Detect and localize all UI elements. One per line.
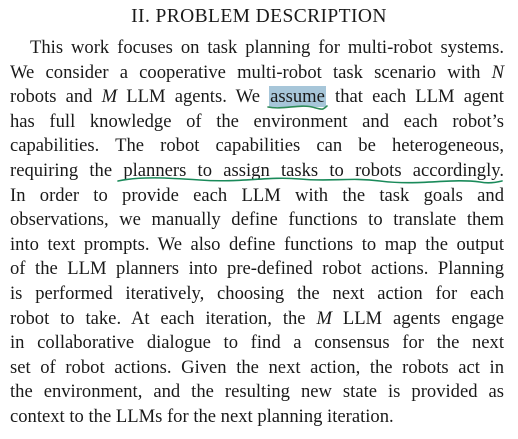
text-line — [10, 159, 504, 184]
text-line — [10, 380, 504, 405]
section-heading: II. PROBLEM DESCRIPTION — [131, 6, 387, 27]
text-line — [10, 36, 504, 61]
text-line — [10, 307, 504, 332]
math-variable-m: M — [101, 86, 118, 108]
text-span: robots and — [10, 86, 93, 108]
text-span: is performed iteratively, choosing the next action for each — [10, 282, 504, 304]
text-span: In order to provide each LLM with the task goals and — [10, 184, 504, 206]
math-variable-n: N — [491, 61, 504, 83]
text-span: in collaborative dialogue to find a consensus for the next — [10, 332, 504, 354]
text-line — [10, 134, 504, 159]
text-span: observations, we manually define functions to translate them — [10, 209, 504, 231]
text-span: We consider a cooperative multi-robot task scenario with — [10, 61, 481, 83]
underlined-phrase: planners to assign tasks to robots accordingly. — [123, 159, 504, 181]
text-span: LLM agents engage — [342, 307, 505, 329]
text-span: set of robot actions. Given the next action, the robots act in — [10, 356, 504, 378]
text-span: context to the LLMs for the next planning iteration. — [10, 405, 394, 427]
text-line — [10, 331, 504, 356]
highlighted-word: assume — [270, 86, 325, 108]
text-span: the environment, and the resulting new state is provided as — [10, 381, 504, 403]
text-span: of the LLM planners into pre-defined robot actions. Planning — [10, 258, 504, 280]
text-line — [10, 233, 504, 258]
text-line — [10, 356, 504, 381]
text-span: LLM agents. We — [126, 86, 260, 108]
text-span: This work focuses on task planning for multi-robot systems. — [30, 37, 504, 58]
text-line — [10, 208, 504, 233]
text-span: capabilities. The robot capabilities can be heterogeneous, — [10, 135, 504, 157]
text-line — [10, 184, 504, 209]
text-line — [10, 282, 504, 307]
text-line — [10, 257, 504, 282]
text-line — [10, 405, 504, 430]
problem-description-paragraph — [10, 36, 504, 430]
text-span: requiring the — [10, 159, 113, 181]
text-span: into text prompts. We also define functions to map the output — [10, 233, 504, 255]
text-line — [10, 61, 504, 86]
text-span: that each LLM agent — [335, 86, 504, 108]
text-line — [10, 85, 504, 110]
text-span: has full knowledge of the environment and each robot’s — [10, 110, 504, 132]
text-span: robot to take. At each iteration, the — [10, 307, 306, 329]
math-variable-m: M — [316, 307, 332, 329]
text-line — [10, 110, 504, 135]
